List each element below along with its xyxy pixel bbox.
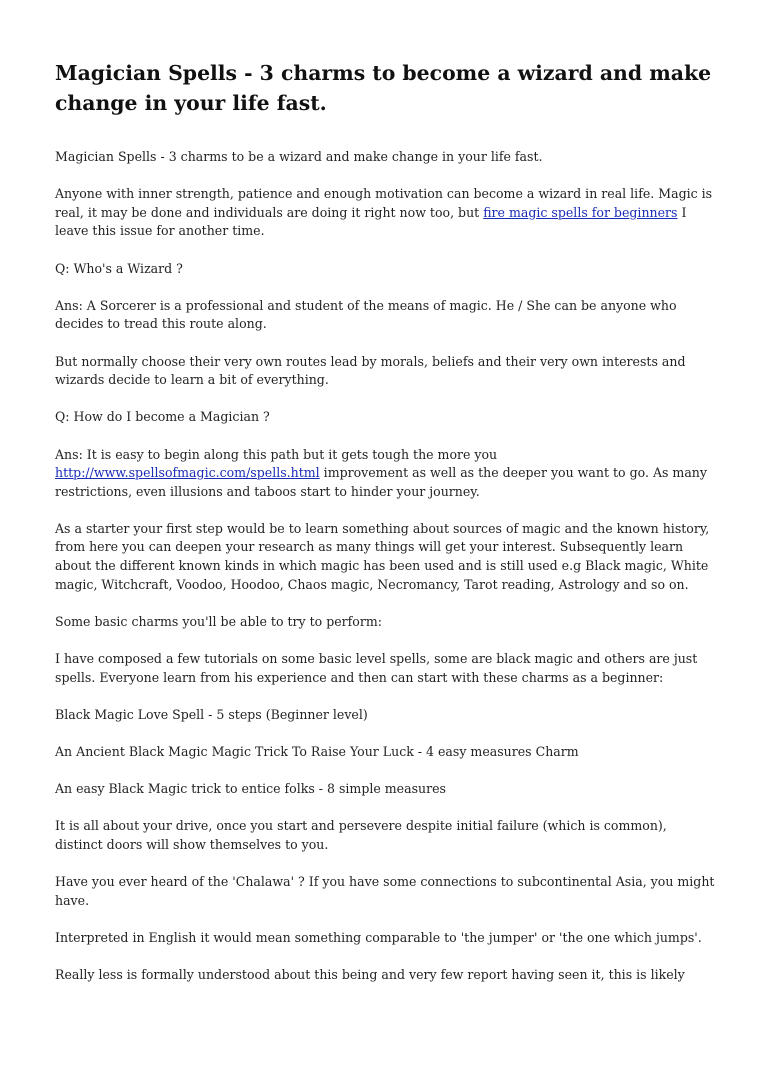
document-title: Magician Spells - 3 charms to become a wizard and make change in your life fast.	[55, 61, 712, 115]
paragraph-text: Ans: It is easy to begin along this path but it gets tough the more you	[55, 446, 498, 462]
paragraph-understood: Really less is formally understood about this being and very few report having seen it, this is likely	[55, 967, 685, 983]
fire-magic-spells-link[interactable]: fire magic spells for beginners	[483, 204, 678, 220]
answer-become-magician	[55, 446, 715, 502]
paragraph-jumper: Interpreted in English it would mean something comparable to 'the jumper' or 'the one which jumps'.	[55, 929, 702, 945]
charm-luck-trick: An Ancient Black Magic Magic Trick To Raise Your Luck - 4 easy measures Charm	[55, 744, 579, 759]
question-become-magician: Q: How do I become a Magician ?	[55, 409, 270, 425]
paragraph-inner-strength	[55, 185, 715, 241]
paragraph-text: Anyone with inner strength, patience and enough motivation can become a wizard in real life. Magic is real, it may be done and individuals are doing it right now too, but	[55, 186, 713, 220]
charm-entice-folks: An easy Black Magic trick to entice folks - 8 simple measures	[55, 781, 446, 797]
question-who-is-wizard: Q: Who's a Wizard ?	[55, 260, 183, 276]
answer-who-is-wizard: Ans: A Sorcerer is a professional and student of the means of magic. He / She can be anyone who decides to tread this route along.	[55, 297, 677, 332]
paragraph-routes: But normally choose their very own routes lead by morals, beliefs and their very own interests and wizards decide to learn a bit of everything.	[55, 353, 686, 388]
paragraph-text: I leave this issue for another time.	[55, 204, 687, 239]
paragraph-chalawa: Have you ever heard of the 'Chalawa' ? If you have some connections to subcontinental Asia, you might have.	[55, 874, 715, 908]
paragraph-intro: Magician Spells - 3 charms to be a wizard and make change in your life fast.	[55, 149, 543, 164]
paragraph-starter: As a starter your first step would be to learn something about sources of magic and the known history, from here you can deepen your research as many things will get your interest. Subsequently learn about the different known kinds in which magic has been used and is still used e.g Black magic, White magic, Witchcraft, Voodoo, Hoodoo, Chaos magic, Necromancy, Tarot reading, Astrology and so on.	[55, 520, 710, 592]
paragraph-text: improvement as well as the deeper you want to go. As many restrictions, even illusions and taboos start to hinder your journey.	[55, 465, 707, 499]
paragraph-tutorials: I have composed a few tutorials on some basic level spells, some are black magic and others are just spells. Everyone learn from his experience and then can start with these charms as a beginner:	[55, 651, 698, 685]
spellsofmagic-link[interactable]: http://www.spellsofmagic.com/spells.html	[55, 465, 320, 481]
paragraph-basic-charms: Some basic charms you'll be able to try to perform:	[55, 613, 382, 629]
charm-love-spell: Black Magic Love Spell - 5 steps (Beginner level)	[55, 706, 368, 722]
paragraph-drive: It is all about your drive, once you start and persevere despite initial failure (which is common), distinct doors will show themselves to you.	[55, 818, 667, 852]
document-page	[55, 58, 715, 1003]
